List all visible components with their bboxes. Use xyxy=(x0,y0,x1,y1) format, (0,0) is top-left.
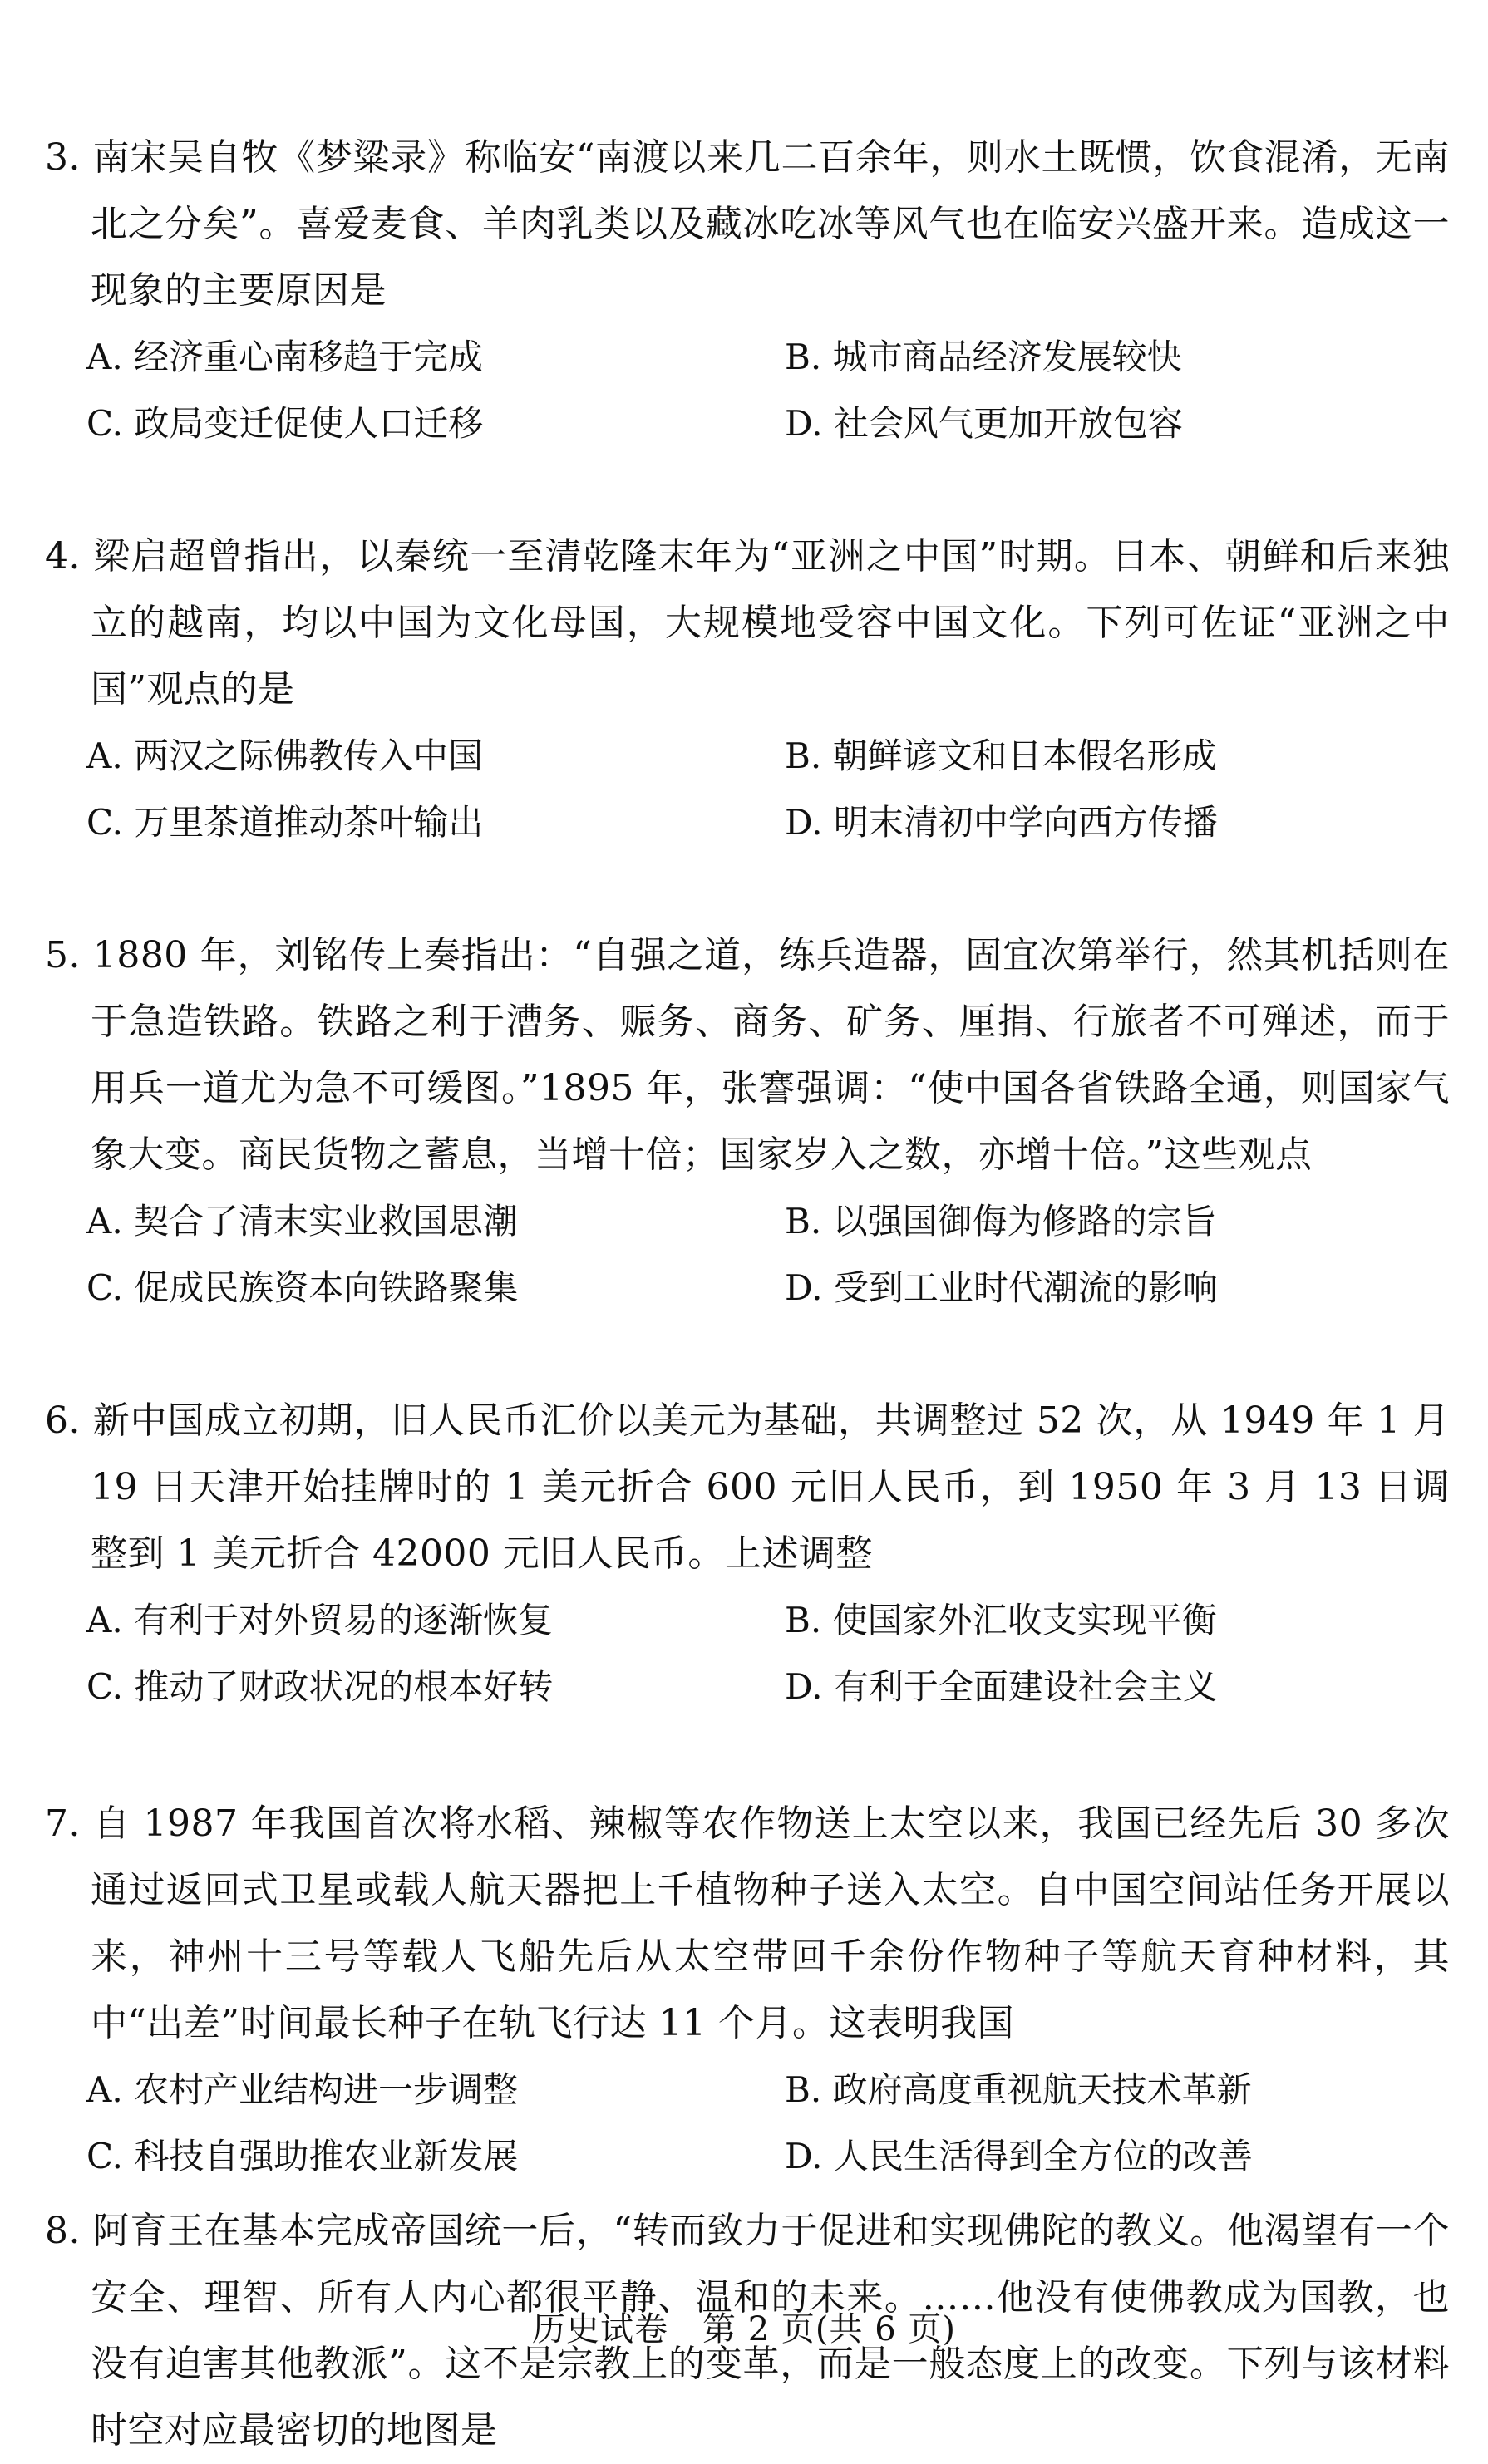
option-d: D. 受到工业时代潮流的影响 xyxy=(785,1267,1218,1308)
option-d: D. 有利于全面建设社会主义 xyxy=(785,1666,1218,1707)
options xyxy=(45,2057,1450,2190)
question-stem: 5. 1880 年，刘铭传上奏指出：“自强之道，练兵造器，固宜次第举行，然其机括则在于急造铁路。铁路之利于漕务、赈务、商务、矿务、厘捐、行旅者不可殚述，而于用兵一道尤为急不可缓图。”1895 年，张謇强调：“使中国各省铁路全通，则国家气象大变。商民货物之蓄息，当增十倍；国家岁入之数，亦增十倍。”这些观点 xyxy=(45,934,1450,1176)
question-3 xyxy=(45,125,1450,457)
option-a: A. 经济重心南移趋于完成 xyxy=(86,337,484,377)
option-b: B. 以强国御侮为修路的宗旨 xyxy=(785,1201,1217,1242)
question-6 xyxy=(45,1388,1450,1720)
question-stem: 7. 自 1987 年我国首次将水稻、辣椒等农作物送上太空以来，我国已经先后 30 多次通过返回式卫星或载人航天器把上千植物种子送入太空。自中国空间站任务开展以来，神州十三号等载人飞船先后从太空带回千余份作物种子等航天育种材料，其中“出差”时间最长种子在轨飞行达 11 个月。这表明我国 xyxy=(45,1803,1450,2044)
option-c: C. 政局变迁促使人口迁移 xyxy=(86,403,484,444)
option-d: D. 社会风气更加开放包容 xyxy=(785,403,1183,444)
option-c: C. 推动了财政状况的根本好转 xyxy=(86,1666,554,1707)
option-b: B. 使国家外汇收支实现平衡 xyxy=(785,1600,1217,1640)
question-stem: 8. 阿育王在基本完成帝国统一后，“转而致力于促进和实现佛陀的教义。他渴望有一个安全、理智、所有人内心都很平静、温和的未来。……他没有使佛教成为国教，也没有迫害其他教派”。这不是宗教上的变革，而是一般态度上的改变。下列与该材料时空对应最密切的地图是 xyxy=(45,2210,1450,2452)
options xyxy=(45,723,1450,856)
question-4 xyxy=(45,524,1450,856)
option-a: A. 两汉之际佛教传入中国 xyxy=(86,735,484,776)
option-c: C. 科技自强助推农业新发展 xyxy=(86,2136,519,2176)
option-c: C. 促成民族资本向铁路聚集 xyxy=(86,1267,519,1308)
option-b: B. 城市商品经济发展较快 xyxy=(785,337,1182,377)
option-a: A. 有利于对外贸易的逐渐恢复 xyxy=(86,1600,554,1640)
options xyxy=(45,1188,1450,1321)
question-stem: 3. 南宋吴自牧《梦粱录》称临安“南渡以来几二百余年，则水土既惯，饮食混淆，无南北之分矣”。喜爱麦食、羊肉乳类以及藏冰吃冰等风气也在临安兴盛开来。造成这一现象的主要原因是 xyxy=(45,136,1450,312)
option-d: D. 明末清初中学向西方传播 xyxy=(785,802,1218,843)
option-a: A. 契合了清末实业救国思潮 xyxy=(86,1201,519,1242)
options xyxy=(45,324,1450,457)
question-5 xyxy=(45,922,1450,1321)
question-stem: 4. 梁启超曾指出，以秦统一至清乾隆末年为“亚洲之中国”时期。日本、朝鲜和后来独立的越南，均以中国为文化母国，大规模地受容中国文化。下列可佐证“亚洲之中国”观点的是 xyxy=(45,535,1450,711)
option-b: B. 政府高度重视航天技术革新 xyxy=(785,2069,1252,2110)
page-footer: 历史试卷 第 2 页(共 6 页) xyxy=(532,2310,956,2348)
options xyxy=(45,1587,1450,1720)
option-d: D. 人民生活得到全方位的改善 xyxy=(785,2136,1253,2176)
option-a: A. 农村产业结构进一步调整 xyxy=(86,2069,519,2110)
question-7 xyxy=(45,1791,1450,2190)
option-b: B. 朝鲜谚文和日本假名形成 xyxy=(785,735,1217,776)
question-stem: 6. 新中国成立初期，旧人民币汇价以美元为基础，共调整过 52 次，从 1949 年 1 月 19 日天津开始挂牌时的 1 美元折合 600 元旧人民币，到 1950 年 3 月 13 日调整到 1 美元折合 42000 元旧人民币。上述调整 xyxy=(45,1399,1450,1575)
option-c: C. 万里茶道推动茶叶输出 xyxy=(86,802,484,843)
